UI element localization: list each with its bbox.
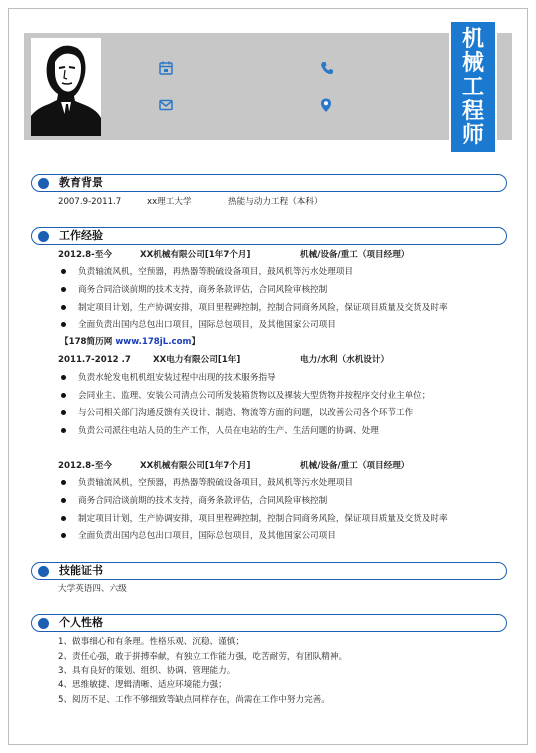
- bullet-icon: [61, 269, 66, 274]
- education-section-header: [31, 174, 507, 192]
- job-duty: 全面负责出国内总包出口项目，国际总包项目，及其他国家公司项目: [78, 320, 336, 330]
- section-title: 工作经验: [59, 229, 103, 242]
- promo-link[interactable]: www.178jL.com: [115, 337, 192, 347]
- personality-item: 3、具有良好的策划、组织、协调、管理能力。: [58, 666, 236, 676]
- job-company: XX机械有限公司[1年7个月]: [140, 250, 251, 260]
- section-dot-icon: [38, 178, 49, 189]
- personality-section-header: [31, 614, 507, 632]
- bullet-icon: [61, 480, 66, 485]
- experience-section-header: [31, 227, 507, 245]
- job-duty: 全面负责出国内总包出口项目，国际总包项目，及其他国家公司项目: [78, 531, 336, 541]
- job-duty: 负责水轮发电机机组安装过程中出现的技术服务指导: [78, 373, 276, 383]
- bullet-icon: [61, 516, 66, 521]
- title-char: 械: [461, 51, 484, 76]
- section-title: 个人性格: [59, 616, 103, 629]
- job-duty: 制定项目计划，生产协调安排，项目里程碑控制，控制合同商务风险，保证项目质量及交货及时率: [78, 514, 448, 524]
- bullet-icon: [61, 498, 66, 503]
- promo-line: [60, 336, 200, 348]
- promo-prefix: 【178简历网: [60, 337, 116, 347]
- skills-section-header: [31, 562, 507, 580]
- section-title: 技能证书: [59, 564, 103, 577]
- education-major: 热能与动力工程（本科）: [228, 197, 323, 207]
- title-char: 师: [461, 123, 484, 148]
- bullet-icon: [61, 287, 66, 292]
- section-dot-icon: [38, 231, 49, 242]
- location-pin-icon: [318, 97, 334, 113]
- section-title: 教育背景: [59, 176, 103, 189]
- section-dot-icon: [38, 618, 49, 629]
- job-title: [451, 28, 495, 148]
- education-period: 2007.9-2011.7: [58, 197, 122, 207]
- personality-item: 2、责任心强，敢于拼搏奉献，有独立工作能力强，吃苦耐劳，有团队精神。: [58, 652, 348, 662]
- mail-icon: [158, 97, 174, 113]
- job-role: 机械/设备/重工（项目经理）: [300, 461, 410, 471]
- personality-item: 1、做事细心和有条理。性格乐观、沉稳、谨慎；: [58, 637, 244, 647]
- job-role: 机械/设备/重工（项目经理）: [300, 250, 410, 260]
- job-duty: 制定项目计划，生产协调安排，项目里程碑控制，控制合同商务风险，保证项目质量及交货及时率: [78, 303, 448, 313]
- job-duty: 负责轴流风机，空预器，再热器等脱硫设备项目，鼓风机等污水处理项目: [78, 267, 354, 277]
- education-school: xx理工大学: [147, 197, 192, 207]
- job-role: 电力/水利（水机设计）: [300, 355, 390, 365]
- job-company: XX电力有限公司[1年]: [153, 355, 241, 365]
- bullet-icon: [61, 375, 66, 380]
- personality-item: 5、阅历不足、工作不够细致等缺点同样存在，尚需在工作中努力完善。: [58, 695, 330, 705]
- job-duty: 与公司相关部门沟通反馈有关设计、制造、物流等方面的问题，以改善公司各个环节工作: [78, 408, 414, 418]
- job-duty: 商务合同洽谈前期的技术支持，商务条款评估，合同风险审核控制: [78, 496, 328, 506]
- job-duty: 会同业主、监理、安装公司清点公司所发装箱货物以及裸装大型货物并按程序交付业主单位；: [78, 391, 431, 401]
- calendar-icon: [158, 60, 174, 76]
- bullet-icon: [61, 322, 66, 327]
- job-duty: 负责公司派往电站人员的生产工作，人员在电站的生产、生活问题的协调、处理: [78, 426, 379, 436]
- skills-text: 大学英语四、六级: [58, 584, 127, 594]
- job-company: XX机械有限公司[1年7个月]: [140, 461, 251, 471]
- bullet-icon: [61, 428, 66, 433]
- section-dot-icon: [38, 566, 49, 577]
- job-period: 2012.8-至今: [58, 461, 112, 471]
- bullet-icon: [61, 533, 66, 538]
- profile-photo: [31, 38, 101, 136]
- bullet-icon: [61, 305, 66, 310]
- job-period: 2012.8-至今: [58, 250, 112, 260]
- phone-icon: [319, 60, 335, 76]
- job-duty: 商务合同洽谈前期的技术支持，商务条款评估，合同风险审核控制: [78, 285, 328, 295]
- promo-suffix: 】: [191, 337, 201, 347]
- bullet-icon: [61, 410, 66, 415]
- title-char: 工: [461, 75, 484, 100]
- bullet-icon: [61, 393, 66, 398]
- title-char: 程: [461, 99, 484, 124]
- job-period: 2011.7-2012 .7: [58, 355, 131, 365]
- personality-item: 4、思维敏捷、逻辑清晰、适应环境能力强；: [58, 680, 227, 690]
- title-char: 机: [461, 27, 484, 52]
- job-title-box: [449, 20, 497, 154]
- job-duty: 负责轴流风机，空预器，再热器等脱硫设备项目，鼓风机等污水处理项目: [78, 478, 354, 488]
